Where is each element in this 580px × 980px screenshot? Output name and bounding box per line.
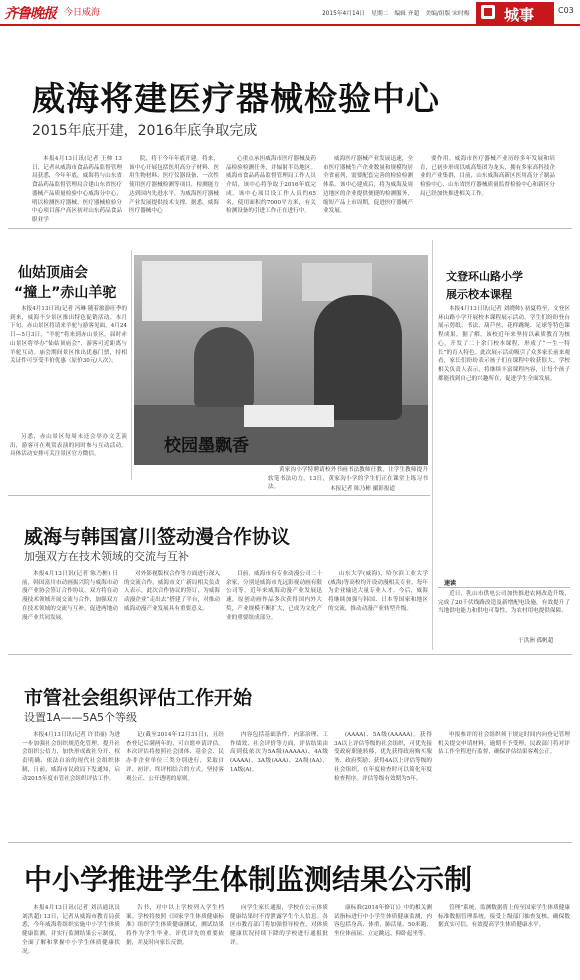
section-name: 城事 [504,6,535,24]
photo-window [142,261,262,321]
divider [438,587,570,588]
brief-box [438,578,570,646]
article1-title: 威海将建医疗器械检验中心 [32,79,440,118]
article2-title-line2: “撞上”赤山羊驼 [14,285,117,301]
section-icon-mark [484,8,492,16]
photo-caption-title: 校园墨飘香 [164,436,249,456]
photo-figure-teacher [314,295,402,420]
brief-credit: 于洪洲 孤帆超 [518,638,554,644]
article6-title: 中小学推进学生体制监测结果公示制 [24,863,473,896]
news-photo [134,255,428,465]
editor-credit: 编辑 齐超 [394,11,420,17]
article3-title-line2: 展示校本课程 [446,288,512,301]
article5-subtitle: 设置1A——5A5个等级 [24,711,138,724]
article1-col-1: 本报4月13日讯(记者 王帅 13日，记者从威海市食品药品监督管理局获悉，今年年底，威海将与山东省食品药品监督管理局合建山东省医疗器械产品质量检验中心威海分中心，明以检测医疗器械。医疗器械检验分中心项目落户高区初对山东药品食品职业学 [32,156,122,223]
article4-col-3: 目前，威海市有专业动漫公司二十余家，分别是威海市光远影视动画有限公司等，近年来威海动漫产业发展迅速，原创动画作品多次获得国内外大奖，产业规模不断扩大，已成为文化产业的重要组成部分。 [226,571,322,621]
edition-tag: 今日威海 [64,8,101,18]
issue-weekday: 星期二 [371,11,389,17]
article3-body: 本报4月13日讯(记者 刘晓帅) 初夏将至，文登区环山路小学开展校本课程展示活动，学生们纷纷登台展示剪纸、书法、葫芦丝、花样跳绳、足球等特色课程成果。据了解，该校近年来坚持以素质教育为核心，开发了二十余门校本课程，形成了“一生一特长”的育人特色。此次展示活动吸引了众多家长前来观看，家长们纷纷表示孩子们在课程中收获很大。学校相关负责人表示，将继续丰富课程内容，让每个孩子都能找到自己的兴趣所在，促进学生全面发展。 [438,306,570,382]
photo-paper [244,405,334,427]
page-number: C03 [558,6,574,15]
divider [8,842,572,843]
article5-col-4: (AAAA)、5A级(AAAAA)。获得3A以上评估等级的社会组织，可优先接受政府职能转移，优先获得政府购买服务、政府奖励；获得4A以上评估等级的社会组织，在年度检查时可以简化年度检查程序。评估等级有效期为5年。 [334,732,432,782]
article5-title: 市管社会组织评估工作开始 [24,687,253,709]
article1-col-2: 院，将于今年年底开建。将来，该中心开展包括医用高分子材料、医用生物材料、医疗仪器设备、一次性使用医疗器械检测等项目，检测能力达到国内先进水平，为威海医疗器械产业发展提供技术支撑。据悉，威海医疗器械中心 [129,156,219,215]
divider [131,250,132,480]
divider [8,495,430,496]
article2-body: 本报4月13日讯(记者 冯琳 随着旅游旺季的到来，威海不少景区推出特色促销活动。本月下旬，赤山景区将请来羊驼与游客见面。4月24日—5月3日，“羊驼”将来到赤山景区，届时赤山景区将举办“仙姑顶庙会”，游客可近距离与羊驼互动。庙会期间景区推出优惠门票，持相关证件可享受半价优惠（原价30元/人次）。 [10,306,127,365]
divider [8,654,572,655]
article5-col-3: 内容包括基础条件、内部治理、工作绩效、社会评价等方面，评估结果由高到低依次为5A级(AAAAA)、4A级(AAAA)、3A级(AAA)、2A级(AA)、1A级(A)。 [230,732,328,773]
article4-subtitle: 加强双方在技术领域的交流与互补 [24,550,189,563]
divider [8,228,572,229]
article4-col-2: 对外影视版权合作等方面进行深入的交流合作。威海市文广新局相关负责人表示，此次合作协议的签订，为威海动漫企业“走出去”搭建了平台，对推动威海动漫产业发展具有重要意义。 [124,571,220,612]
article6-col-1: 本报4月13日讯(记者 刘洁通讯员 刘洪超) 13日，记者从威海市教育局获悉，今年威海将组织实施中小学生体质健康监测，并实行监测结果公示制度，全面了解和掌握中小学生体质健康状况。 [22,905,120,955]
article2-note: 另悉，赤山景区每周末还会举办文艺演出，游客可在观赏表演的同时参与互动活动。具体活动安排可关注景区官方微信。 [10,434,127,458]
article1-subtitle: 2015年底开建，2016年底争取完成 [32,123,258,139]
divider [432,240,433,650]
masthead-rule [0,24,580,26]
article6-col-2: 告书，对中以上学校列入学生档案。学校将按照《国家学生体质健康标准》组织学生体质健康测试，测试结果将作为学生毕业、评优评先的重要依据，并及时向家长反馈。 [126,905,224,946]
article5-col-1: 本报4月13日讯(记者 许君丽) 为进一步加强社会组织规范化管理，提升社会组织公信力，加快形成政社分开、权责明确、依法自治的现代社会组织体制，日前，威海市民政局下发通知，启动2015年度市管社会组织评估工作。 [22,732,120,782]
date-line [322,8,470,17]
article5-col-5: 申报参评的社会组织须于规定时间内向登记管理机关提交申请材料，逾期不予受理。民政部门将对评估工作全程进行监督，确保评估结果客观公正。 [438,732,570,756]
article6-col-4: 康标准(2014年修订)》中的相关测试指标进行中小学生体质健康监测，内容包括身高、体重、肺活量、50米跑、坐位体前屈、立定跳远、仰卧起坐等。 [334,905,432,938]
article4-title: 威海与韩国富川签动漫合作协议 [24,526,291,548]
article1-col-3: 心重点承担威海市医疗器械及药品检验检测任务，并辐射半岛地区。威海市食品药品监督管理局工作人员介绍，该中心将争取于2016年底完成。该中心项目设工作人员约65名，使用面积约7000平方米，有关检测设备的引进工作正在进行中。 [226,156,316,215]
article1-col-4: 威海医疗器械产业发展迅速，全市医疗器械生产企业数量和规模均居全省前列，需要配套完善的检验检测体系。该中心建成后，将为威海及周边地区的企业提供便捷的检测服务，缩短产品上市周期，促进医疗器械产业发展。 [323,156,413,215]
article4-col-4: 山东大学(威海)、哈尔滨工业大学(威海)等高校均开设动漫相关专业，每年为企业输送大量专业人才。今后，威海将继续加强与韩国、日本等国家和地区的交流，推动动漫产业转型升级。 [328,571,428,612]
section-tab [476,2,554,24]
issue-date: 2015年4月14日 [322,11,366,17]
masthead [0,0,580,24]
newspaper-logo: 齐鲁晚报 [4,6,56,22]
photo-caption: 黄家沟小学特聘请校外书画书法教师任教，让学生教师提升软笔书法功力。13日，黄家沟小学的学生们正在课堂上练习书法。 [268,467,428,491]
photo-figure-student [194,327,254,407]
designer-credit: 美编/组版 宋时梅 [425,11,470,17]
article2-title: 仙姑顶庙会 [18,265,88,281]
article6-col-5: 管理”系统，监测数据将上传至国家学生体质健康标准数据管理系统，接受上级部门抽查复核，确保数据真实可信，有效提高学生体质健康水平。 [438,905,570,929]
article6-col-3: 向学生家长通报，学校在公示体质健康结果时不得泄露学生个人信息。各区市教育部门将加强督导检查，对体质健康状况持续下降的学校进行通报批评。 [230,905,328,946]
brief-body: 近日，乳山市供电公司加快推进农网改造升级，完成了20千伏线路改造及新增配电设施，有效提升了当地供电能力和供电可靠性，为农村用电提供保障。 [438,591,570,615]
photo-credit: 本报记者 陈乃彬 摄影报道 [330,486,396,492]
article5-col-2: 记(截至2014年12月31日)，且经查登记后满两年的，可自愿申请评估。本次评估将按照社会团体、基金会、民办非企业单位三类分别进行，采取自评、初评、终评相结合的方式，坚持客观公正、公开透明的原则。 [126,732,224,782]
brief-label: 速读 [444,580,457,587]
article1-col-5: 要作用。威海市医疗器械产业历经多年发展和培育，已初步形成以威高集团为龙头，拥有多家高科技企业的产业集群，目前，山东威海高新区医用高分子制品检验中心、山东省医疗器械质量监督检验中心和新区分局已经加快推进相关工作。 [420,156,555,197]
article4-col-1: 本报4月13日讯(记者 陈乃彬) 日前，韩国富川市动画振兴院与威海市动漫产业协会签订合作协议，双方将在动漫技术领域开展交流与合作，加强双方在技术领域的交流与互补，促进两地动漫产业共同发展。 [22,571,118,621]
article3-title: 文登环山路小学 [446,270,523,283]
